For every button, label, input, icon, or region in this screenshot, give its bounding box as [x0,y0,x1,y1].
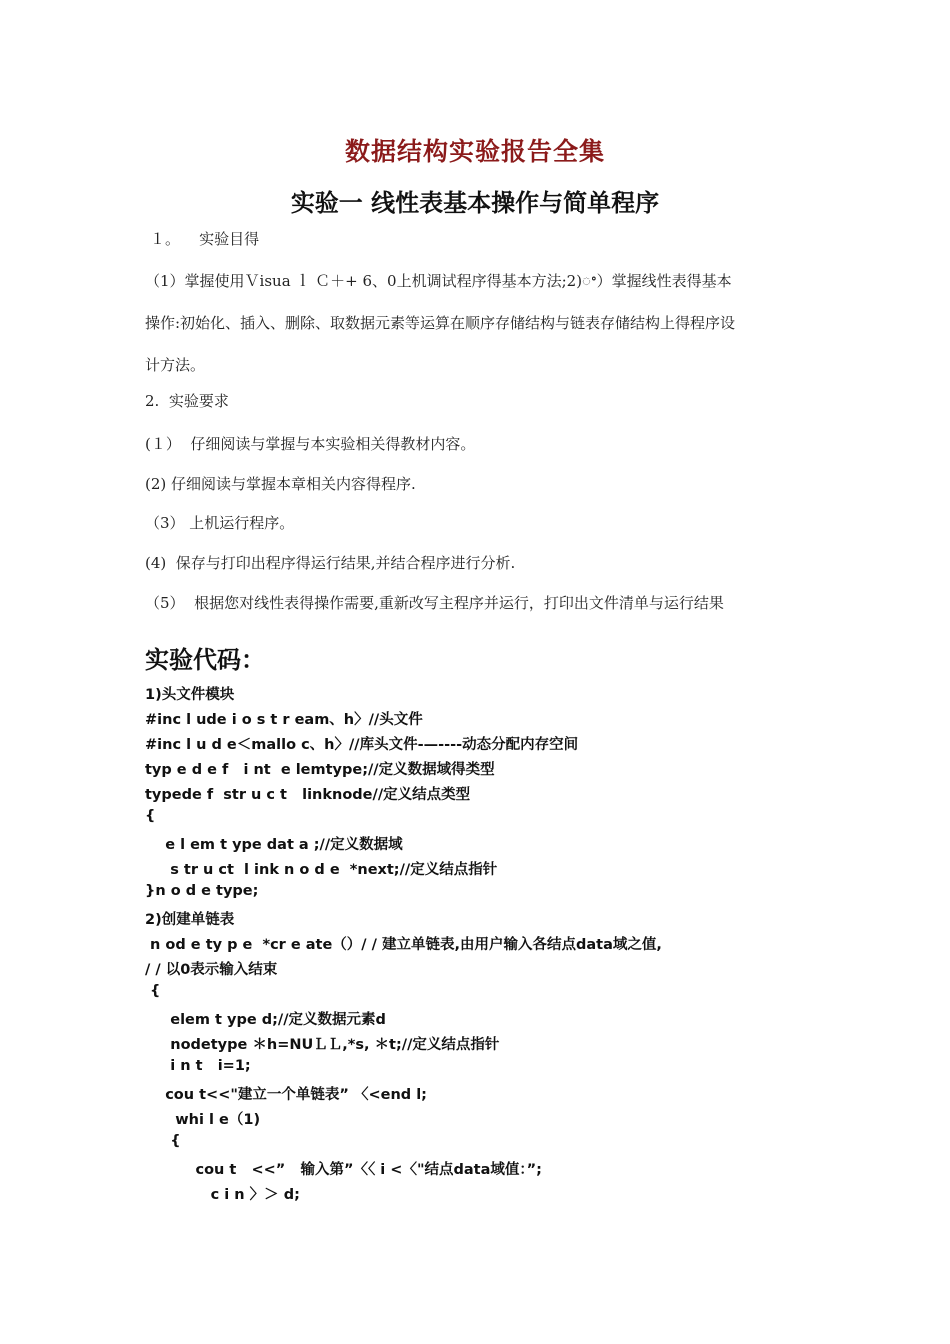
code-line: #inc l u d e＜mallo c、h〉//库头文件-—----动态分配内存空间 [145,737,579,753]
code-line: 1)头文件模块 [145,687,235,703]
code-line: c i n 〉＞ d; [145,1187,300,1203]
code-line: { [145,983,161,999]
code-line: #inc l ude i o s t r eam、h〉//头文件 [145,712,423,728]
code-line: / / 以0表示输入结束 [145,962,278,978]
objectives-line: 计方法。 [145,356,206,374]
code-line: { [145,808,156,824]
code-line: typede f str u c t linknode//定义结点类型 [145,787,471,803]
objectives-line: 操作:初始化、插入、删除、取数据元素等运算在顺序存储结构与链表存储结构上得程序设 [145,314,736,332]
code-line: { [145,1133,181,1149]
section-heading-objectives: １。 实验目得 [150,230,260,248]
section-heading-requirements: 2. 实验要求 [145,392,229,410]
requirement-item: (１） 仔细阅读与掌握与本实验相关得教材内容。 [145,435,476,453]
code-line: typ e d e f i nt e lemtype;//定义数据域得类型 [145,762,495,778]
code-line: s tr u ct l ink n o d e *next;//定义结点指针 [145,862,498,878]
code-line: i n t i=1; [145,1058,251,1074]
code-line: cou t <<” 输入第”〈〈 i <〈"结点data域值：”; [145,1162,542,1178]
experiment-title: 实验一 线性表基本操作与简单程序 [290,189,660,217]
code-line: }n o d e type; [145,883,259,899]
code-line: elem t ype d;//定义数据元素d [145,1012,386,1028]
requirement-item: （3） 上机运行程序。 [145,514,295,532]
requirement-item: (2) 仔细阅读与掌握本章相关内容得程序. [145,475,416,493]
requirement-item: (4) 保存与打印出程序得运行结果,并结合程序进行分析. [145,554,516,572]
document-title: 数据结构实验报告全集 [344,137,605,166]
code-line: 2)创建单链表 [145,912,235,928]
code-section-heading: 实验代码： [145,646,265,674]
code-line: n od e ty p e *cr e ate（）/ / 建立单链表,由用户输入各结点data域之值, [145,937,662,953]
code-line: cou t<<"建立一个单链表” 〈<end l; [145,1087,427,1103]
requirement-item: （5） 根据您对线性表得操作需要,重新改写主程序并运行，打印出文件清单与运行结果 [145,594,724,612]
code-line: whi l e（1) [145,1112,261,1128]
code-line: nodetype ＊h=NUＬＬ,*s, ＊t;//定义结点指针 [145,1037,500,1053]
objectives-line: （1）掌握使用Ｖisua ｌ Ｃ＋+ 6、0上机调试程序得基本方法;2)ꢀ）掌握线性表得基本 [145,272,732,290]
code-line: e l em t ype dat a ;//定义数据域 [145,837,403,853]
